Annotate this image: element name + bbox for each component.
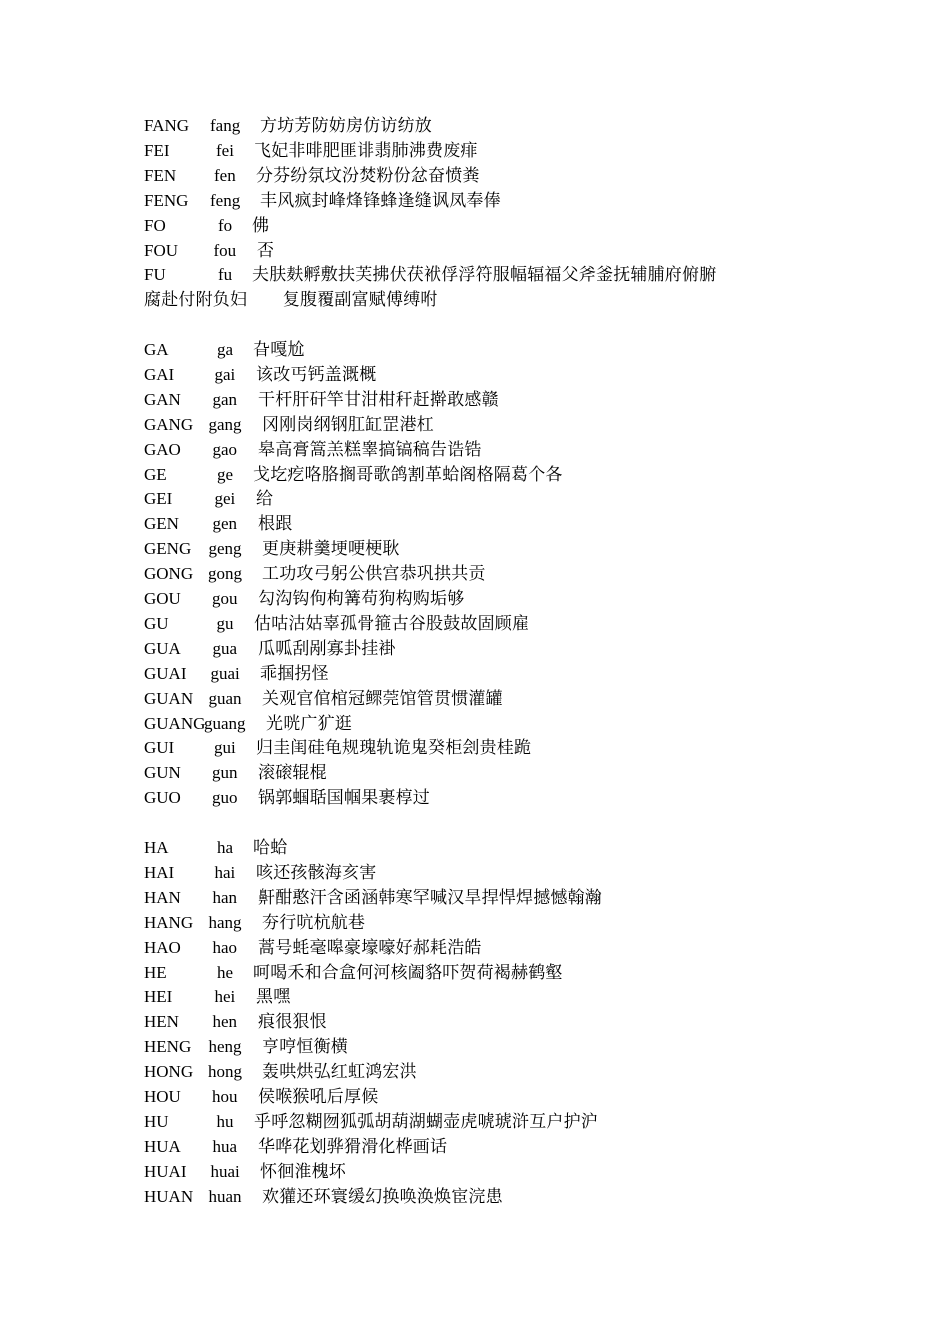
pinyin-lowercase: gang: [208, 415, 242, 434]
pinyin-uppercase: GAN: [144, 390, 181, 409]
pinyin-uppercase: GENG: [144, 539, 192, 558]
hanzi-list: 估咕沽姑辜孤骨箍古谷股鼓故固顾雇: [254, 614, 530, 633]
hanzi-list: 戈圪疙咯胳搁哥歌鸽割革蛤阁格隔葛个各: [253, 465, 563, 484]
pinyin-uppercase: GUN: [144, 763, 181, 782]
pinyin-lowercase: han: [212, 888, 238, 907]
pinyin-uppercase: FO: [144, 216, 166, 235]
hanzi-list: 蒿号蚝毫嗥豪壕嚎好郝耗浩皓: [258, 938, 482, 957]
hanzi-list: 光咣广犷逛: [266, 714, 352, 733]
pinyin-lowercase: heng: [208, 1037, 242, 1056]
hanzi-list: 夫肤麸孵敷扶芙拂伏茯袱俘浮符服幅辐福父斧釜抚辅脯府俯腑: [252, 265, 717, 284]
pinyin-lowercase: gua: [212, 639, 238, 658]
hanzi-list: 飞妃非啡肥匪诽翡肺沸费废痱: [254, 141, 478, 160]
hanzi-list: 分芬纷氛坟汾焚粉份忿奋愤粪: [256, 166, 480, 185]
hanzi-list: 给: [256, 489, 274, 508]
pinyin-lowercase: hei: [214, 987, 236, 1006]
pinyin-uppercase: GE: [144, 465, 167, 484]
pinyin-lowercase: hong: [208, 1062, 242, 1081]
pinyin-uppercase: GANG: [144, 415, 194, 434]
pinyin-uppercase: GOU: [144, 589, 181, 608]
pinyin-lowercase: guai: [210, 664, 240, 683]
pinyin-uppercase: HA: [144, 838, 169, 857]
hanzi-list: 夯行吭杭航巷: [262, 913, 366, 932]
hanzi-list: 干杆肝矸竿甘泔柑秆赶擀敢感赣: [258, 390, 499, 409]
pinyin-uppercase: GUO: [144, 788, 181, 807]
pinyin-uppercase: HEI: [144, 987, 173, 1006]
pinyin-lowercase: gan: [212, 390, 238, 409]
hanzi-list-continuation: 腐赴付附负妇 复腹覆副富赋傅缚咐: [144, 290, 438, 309]
hanzi-list: 锅郭蝈聒国帼果裹椁过: [258, 788, 430, 807]
hanzi-list: 丰风疯封峰烽锋蜂逢缝讽凤奉俸: [260, 191, 501, 210]
hanzi-list: 工功攻弓躬公供宫恭巩拱共贡: [262, 564, 486, 583]
hanzi-list: 瓜呱刮剐寡卦挂褂: [258, 639, 396, 658]
hanzi-list: 滚磙辊棍: [258, 763, 327, 782]
pinyin-uppercase: HONG: [144, 1062, 194, 1081]
pinyin-uppercase: GEN: [144, 514, 179, 533]
pinyin-uppercase: GU: [144, 614, 169, 633]
hanzi-list: 旮嘎尬: [253, 340, 305, 359]
pinyin-lowercase: fen: [214, 166, 236, 185]
hanzi-list: 黑嘿: [256, 987, 291, 1006]
pinyin-uppercase: HU: [144, 1112, 169, 1131]
pinyin-lowercase: he: [217, 963, 234, 982]
pinyin-uppercase: GUAI: [144, 664, 187, 683]
pinyin-uppercase: GONG: [144, 564, 194, 583]
pinyin-uppercase: HEN: [144, 1012, 179, 1031]
pinyin-lowercase: hang: [208, 913, 242, 932]
hanzi-list: 欢獾还环寰缓幻换唤涣焕宦浣患: [262, 1187, 503, 1206]
hanzi-list: 哈蛤: [253, 838, 288, 857]
pinyin-lowercase: guan: [208, 689, 242, 708]
pinyin-lowercase: hua: [212, 1137, 238, 1156]
pinyin-lowercase: gun: [212, 763, 238, 782]
pinyin-lowercase: fou: [213, 241, 237, 260]
pinyin-uppercase: HENG: [144, 1037, 192, 1056]
pinyin-lowercase: feng: [210, 191, 241, 210]
pinyin-lowercase: gu: [216, 614, 234, 633]
hanzi-list: 乎呼忽糊囫狐弧胡葫湖蝴壶虎唬琥浒互户护沪: [254, 1112, 598, 1131]
pinyin-lowercase: geng: [208, 539, 242, 558]
hanzi-list: 咳还孩骸海亥害: [256, 863, 377, 882]
hanzi-list: 侯喉猴吼后厚候: [258, 1087, 379, 1106]
hanzi-list: 轰哄烘弘红虹鸿宏洪: [262, 1062, 417, 1081]
pinyin-uppercase: FENG: [144, 191, 189, 210]
pinyin-lowercase: gen: [212, 514, 238, 533]
pinyin-lowercase: gai: [214, 365, 236, 384]
pinyin-lowercase: fang: [210, 116, 241, 135]
hanzi-list: 鼾酣憨汗含函涵韩寒罕喊汉旱捍悍焊撼憾翰瀚: [258, 888, 602, 907]
hanzi-list: 呵喝禾和合盒何河核阖貉吓贺荷褐赫鹤壑: [253, 963, 563, 982]
hanzi-list: 怀徊淮槐坏: [260, 1162, 346, 1181]
pinyin-lowercase: huan: [208, 1187, 242, 1206]
pinyin-uppercase: GAI: [144, 365, 175, 384]
pinyin-uppercase: FANG: [144, 116, 190, 135]
pinyin-lowercase: fu: [218, 265, 233, 284]
pinyin-lowercase: hen: [212, 1012, 238, 1031]
pinyin-lowercase: hao: [212, 938, 238, 957]
pinyin-uppercase: HE: [144, 963, 167, 982]
pinyin-lowercase: ga: [217, 340, 234, 359]
hanzi-list: 关观官倌棺冠鳏莞馆管贯惯灌罐: [262, 689, 503, 708]
pinyin-uppercase: FOU: [144, 241, 179, 260]
pinyin-lowercase: ha: [217, 838, 234, 857]
pinyin-lowercase: hu: [216, 1112, 234, 1131]
pinyin-uppercase: GUAN: [144, 689, 194, 708]
pinyin-lowercase: gui: [214, 738, 236, 757]
pinyin-uppercase: GUA: [144, 639, 181, 658]
pinyin-lowercase: guo: [212, 788, 238, 807]
hanzi-list: 勾沟钩佝枸篝苟狗构购垢够: [258, 589, 465, 608]
hanzi-list: 痕很狠恨: [258, 1012, 327, 1031]
hanzi-list: 亨哼恒衡横: [262, 1037, 348, 1056]
pinyin-uppercase: HOU: [144, 1087, 181, 1106]
pinyin-lowercase: gao: [212, 440, 238, 459]
pinyin-uppercase: FU: [144, 265, 166, 284]
pinyin-lowercase: hou: [212, 1087, 238, 1106]
pinyin-uppercase: GUANG: [144, 714, 206, 733]
pinyin-uppercase: HAO: [144, 938, 181, 957]
hanzi-list: 方坊芳防妨房仿访纺放: [260, 116, 432, 135]
hanzi-list: 华哗花划骅猾滑化桦画话: [258, 1137, 448, 1156]
pinyin-lowercase: fei: [216, 141, 234, 160]
pinyin-uppercase: HUAN: [144, 1187, 194, 1206]
pinyin-lowercase: gei: [214, 489, 236, 508]
hanzi-list: 根跟: [258, 514, 293, 533]
pinyin-lowercase: ge: [217, 465, 234, 484]
pinyin-lowercase: huai: [210, 1162, 240, 1181]
pinyin-uppercase: GA: [144, 340, 169, 359]
pinyin-lowercase: gong: [208, 564, 242, 583]
hanzi-list: 归圭闺硅龟规瑰轨诡鬼癸柜刽贵桂跪: [256, 738, 532, 757]
hanzi-list: 皋高膏篙羔糕睾搞镐稿告诰锆: [258, 440, 482, 459]
pinyin-uppercase: GAO: [144, 440, 181, 459]
pinyin-uppercase: GUI: [144, 738, 175, 757]
hanzi-list: 更庚耕羹埂哽梗耿: [262, 539, 400, 558]
pinyin-uppercase: GEI: [144, 489, 173, 508]
hanzi-list: 否: [257, 241, 275, 260]
pinyin-uppercase: HAN: [144, 888, 181, 907]
hanzi-list: 该改丐钙盖溉概: [256, 365, 377, 384]
pinyin-lowercase: hai: [214, 863, 236, 882]
hanzi-list: 冈刚岗纲钢肛缸罡港杠: [262, 415, 434, 434]
pinyin-uppercase: HAI: [144, 863, 175, 882]
pinyin-uppercase: HUA: [144, 1137, 181, 1156]
pinyin-lowercase: gou: [212, 589, 238, 608]
hanzi-list: 乖掴拐怪: [260, 664, 329, 683]
pinyin-uppercase: HANG: [144, 913, 194, 932]
pinyin-uppercase: FEI: [144, 141, 170, 160]
pinyin-uppercase: FEN: [144, 166, 177, 185]
hanzi-list: 佛: [252, 216, 270, 235]
pinyin-lowercase: guang: [204, 714, 246, 733]
pinyin-uppercase: HUAI: [144, 1162, 187, 1181]
pinyin-lowercase: fo: [218, 216, 233, 235]
